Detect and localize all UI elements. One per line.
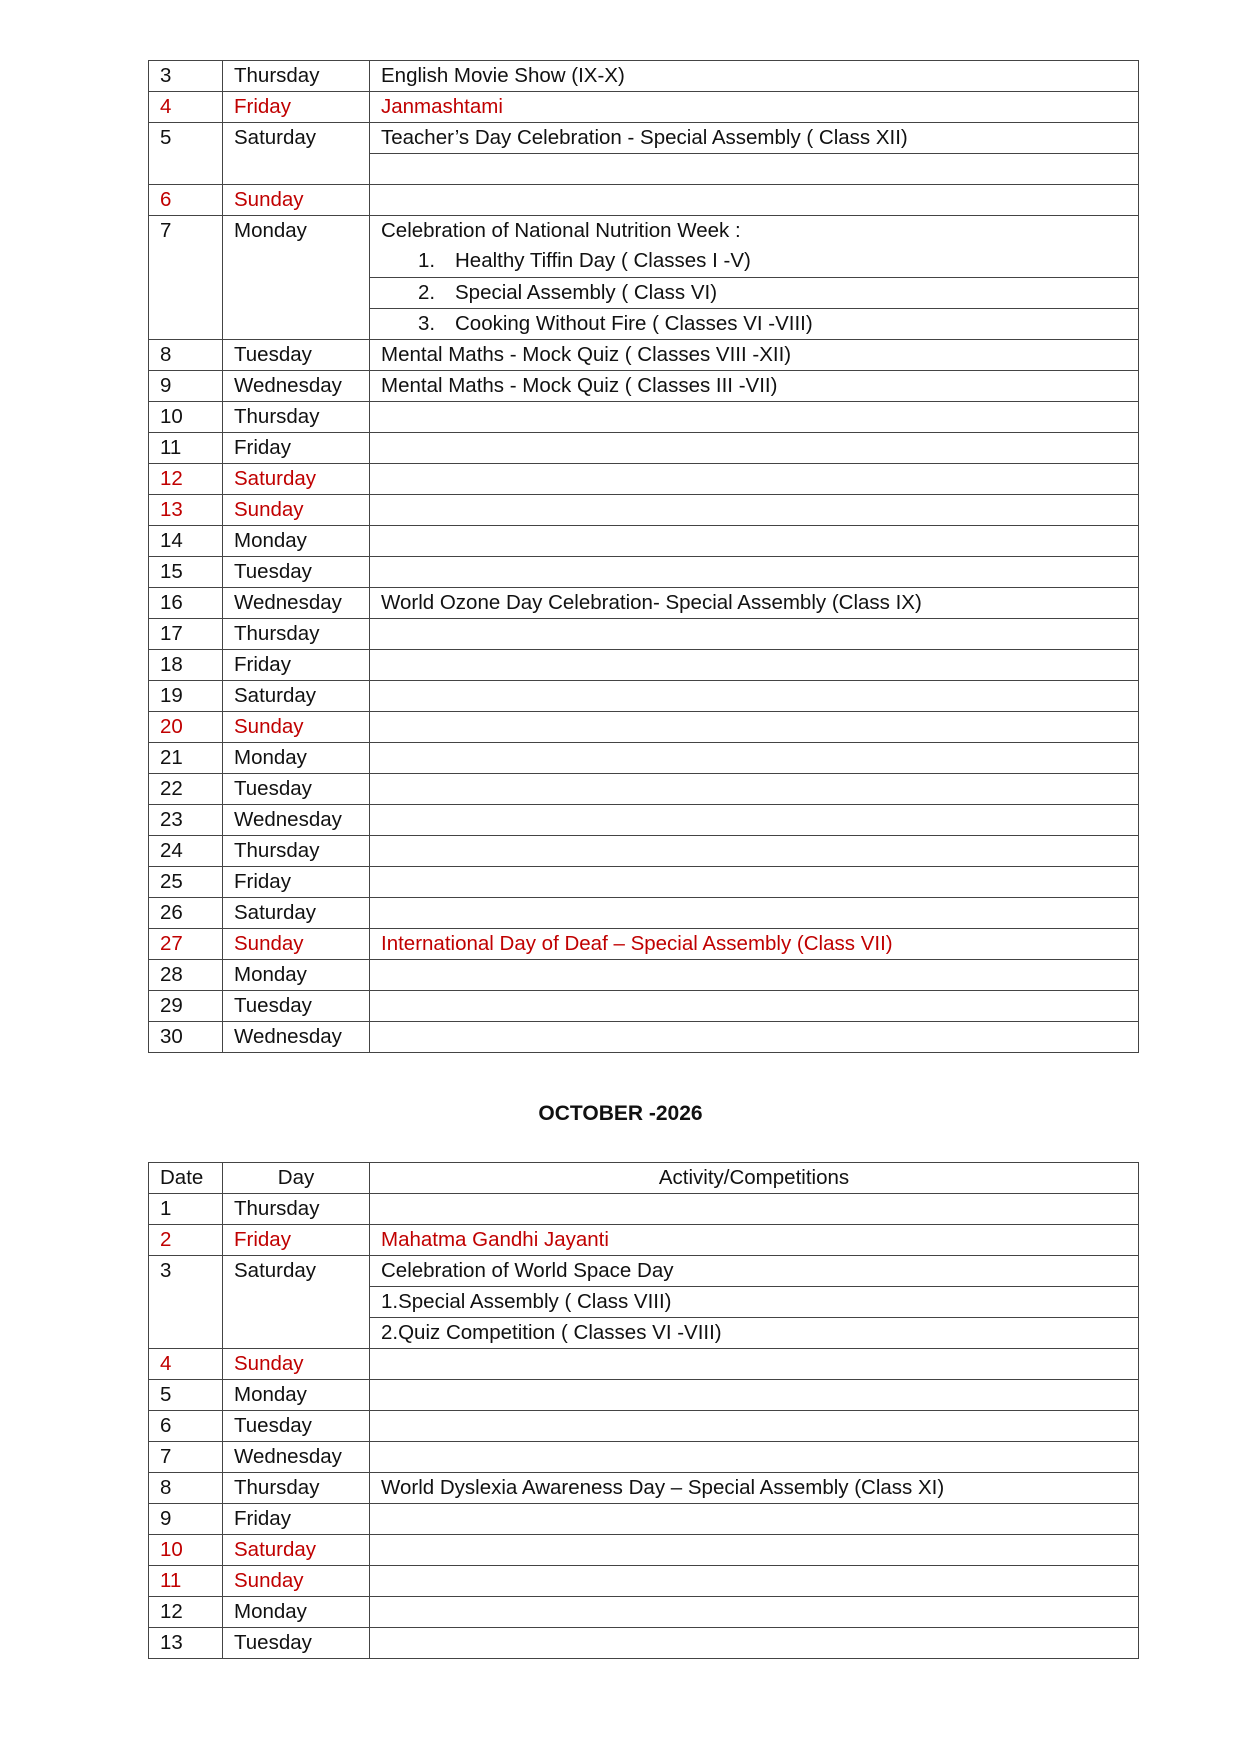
- day-cell: Tuesday: [223, 1411, 370, 1442]
- day-cell: Monday: [223, 1380, 370, 1411]
- date-cell: 9: [149, 371, 223, 402]
- activity-list-item: [370, 309, 1139, 340]
- table-row: [149, 526, 1139, 557]
- day-cell: Friday: [223, 92, 370, 123]
- activity-cell: [370, 650, 1139, 681]
- date-cell: 22: [149, 774, 223, 805]
- table-row: [149, 495, 1139, 526]
- day-cell: Friday: [223, 650, 370, 681]
- table-header-row: [149, 1163, 1139, 1194]
- date-cell: 15: [149, 557, 223, 588]
- activity-cell: [370, 464, 1139, 495]
- september-table-body: [149, 61, 1139, 1053]
- activity-list-item: [381, 246, 1138, 276]
- october-section-title: OCTOBER -2026: [538, 1102, 703, 1125]
- day-cell: Saturday: [223, 123, 370, 185]
- table-row: [149, 1535, 1139, 1566]
- day-cell: Monday: [223, 743, 370, 774]
- day-cell: Saturday: [223, 464, 370, 495]
- table-row: [149, 1194, 1139, 1225]
- activity-cell: [370, 867, 1139, 898]
- day-cell: Thursday: [223, 61, 370, 92]
- day-cell: Sunday: [223, 1349, 370, 1380]
- activity-cell: [370, 1380, 1139, 1411]
- date-cell: 10: [149, 1535, 223, 1566]
- activity-cell: [370, 1504, 1139, 1535]
- day-cell: Friday: [223, 1504, 370, 1535]
- table-row: [149, 402, 1139, 433]
- table-row: [149, 991, 1139, 1022]
- table-row: [149, 929, 1139, 960]
- table-row: [149, 185, 1139, 216]
- date-cell: 30: [149, 1022, 223, 1053]
- date-cell: 11: [149, 1566, 223, 1597]
- date-cell: 3: [149, 1256, 223, 1349]
- day-cell: Wednesday: [223, 805, 370, 836]
- activity-cell: [370, 1442, 1139, 1473]
- table-row: [149, 92, 1139, 123]
- table-row: [149, 1504, 1139, 1535]
- day-cell: Sunday: [223, 495, 370, 526]
- activity-cell: Mahatma Gandhi Jayanti: [370, 1225, 1139, 1256]
- date-cell: 24: [149, 836, 223, 867]
- activity-cell: Teacher’s Day Celebration - Special Assembly ( Class XII): [370, 123, 1139, 154]
- table-row: [149, 1256, 1139, 1287]
- table-row: [149, 681, 1139, 712]
- table-row: [149, 123, 1139, 154]
- day-cell: Wednesday: [223, 588, 370, 619]
- date-cell: 7: [149, 216, 223, 340]
- october-calendar-table: [148, 1162, 1139, 1659]
- date-cell: 25: [149, 867, 223, 898]
- activity-cell: [370, 681, 1139, 712]
- list-number: 1.: [418, 249, 436, 272]
- date-cell: 21: [149, 743, 223, 774]
- date-cell: 7: [149, 1442, 223, 1473]
- table-row: [149, 588, 1139, 619]
- date-cell: 9: [149, 1504, 223, 1535]
- table-row: [149, 1349, 1139, 1380]
- day-cell: Sunday: [223, 1566, 370, 1597]
- date-cell: 14: [149, 526, 223, 557]
- day-cell: Tuesday: [223, 557, 370, 588]
- activity-cell: [370, 1022, 1139, 1053]
- activity-cell: 2.Quiz Competition ( Classes VI -VIII): [370, 1318, 1139, 1349]
- table-row: [149, 960, 1139, 991]
- day-cell: Thursday: [223, 1194, 370, 1225]
- table-row: [149, 650, 1139, 681]
- date-cell: 4: [149, 92, 223, 123]
- header-activity: Activity/Competitions: [370, 1163, 1139, 1194]
- date-cell: 13: [149, 1628, 223, 1659]
- date-cell: 6: [149, 185, 223, 216]
- activity-cell: [370, 1194, 1139, 1225]
- activity-cell: [370, 1566, 1139, 1597]
- activity-cell: [370, 557, 1139, 588]
- day-cell: Tuesday: [223, 991, 370, 1022]
- day-cell: Monday: [223, 960, 370, 991]
- table-row: [149, 216, 1139, 278]
- activity-cell: [370, 1349, 1139, 1380]
- table-row: [149, 1442, 1139, 1473]
- header-date: Date: [149, 1163, 223, 1194]
- table-row: [149, 1473, 1139, 1504]
- activity-cell: World Ozone Day Celebration- Special Assembly (Class IX): [370, 588, 1139, 619]
- table-row: [149, 464, 1139, 495]
- day-cell: Wednesday: [223, 1442, 370, 1473]
- date-cell: 12: [149, 464, 223, 495]
- date-cell: 29: [149, 991, 223, 1022]
- activity-cell: International Day of Deaf – Special Assembly (Class VII): [370, 929, 1139, 960]
- activity-cell: [370, 1628, 1139, 1659]
- activity-cell: [370, 1535, 1139, 1566]
- table-row: [149, 898, 1139, 929]
- table-row: [149, 805, 1139, 836]
- day-cell: Wednesday: [223, 1022, 370, 1053]
- day-cell: Monday: [223, 1597, 370, 1628]
- day-cell: Friday: [223, 433, 370, 464]
- activity-cell: [370, 185, 1139, 216]
- activity-cell: Janmashtami: [370, 92, 1139, 123]
- table-row: [149, 619, 1139, 650]
- day-cell: Saturday: [223, 1535, 370, 1566]
- day-cell: Monday: [223, 526, 370, 557]
- date-cell: 18: [149, 650, 223, 681]
- table-row: [149, 371, 1139, 402]
- activity-cell: [370, 836, 1139, 867]
- table-row: [149, 1225, 1139, 1256]
- activity-list-item: [370, 278, 1139, 309]
- activity-cell: [370, 216, 1139, 278]
- september-calendar-table: [148, 60, 1139, 1053]
- table-row: [149, 340, 1139, 371]
- date-cell: 1: [149, 1194, 223, 1225]
- date-cell: 4: [149, 1349, 223, 1380]
- list-number: 2.: [418, 281, 436, 304]
- table-row: [149, 1380, 1139, 1411]
- activity-cell: [370, 402, 1139, 433]
- date-cell: 17: [149, 619, 223, 650]
- date-cell: 28: [149, 960, 223, 991]
- date-cell: 19: [149, 681, 223, 712]
- date-cell: 12: [149, 1597, 223, 1628]
- day-cell: Sunday: [223, 185, 370, 216]
- activity-cell: [370, 1597, 1139, 1628]
- activity-cell: Mental Maths - Mock Quiz ( Classes III -VII): [370, 371, 1139, 402]
- activity-cell: [370, 960, 1139, 991]
- list-number: 3.: [418, 312, 436, 335]
- day-cell: Thursday: [223, 619, 370, 650]
- list-text: Cooking Without Fire ( Classes VI -VIII): [455, 312, 813, 335]
- table-row: [149, 1597, 1139, 1628]
- activity-cell: [370, 898, 1139, 929]
- date-cell: 5: [149, 123, 223, 185]
- day-cell: Wednesday: [223, 371, 370, 402]
- activity-cell: Mental Maths - Mock Quiz ( Classes VIII -XII): [370, 340, 1139, 371]
- activity-cell: [370, 805, 1139, 836]
- day-cell: Sunday: [223, 929, 370, 960]
- activity-cell: [370, 743, 1139, 774]
- activity-cell: [370, 526, 1139, 557]
- date-cell: 8: [149, 340, 223, 371]
- table-row: [149, 743, 1139, 774]
- date-cell: 2: [149, 1225, 223, 1256]
- table-row: [149, 433, 1139, 464]
- day-cell: Tuesday: [223, 340, 370, 371]
- day-cell: Thursday: [223, 836, 370, 867]
- table-row: [149, 1628, 1139, 1659]
- day-cell: Thursday: [223, 1473, 370, 1504]
- date-cell: 27: [149, 929, 223, 960]
- date-cell: 20: [149, 712, 223, 743]
- date-cell: 23: [149, 805, 223, 836]
- activity-cell: [370, 712, 1139, 743]
- table-row: [149, 557, 1139, 588]
- activity-cell: [370, 774, 1139, 805]
- activity-cell: Celebration of World Space Day: [370, 1256, 1139, 1287]
- date-cell: 10: [149, 402, 223, 433]
- date-cell: 8: [149, 1473, 223, 1504]
- day-cell: Tuesday: [223, 774, 370, 805]
- activity-cell: English Movie Show (IX-X): [370, 61, 1139, 92]
- day-cell: Sunday: [223, 712, 370, 743]
- activity-heading: Celebration of National Nutrition Week :: [381, 219, 741, 242]
- activity-cell: [370, 1411, 1139, 1442]
- table-row: [149, 1022, 1139, 1053]
- list-text: Healthy Tiffin Day ( Classes I -V): [455, 249, 751, 272]
- table-row: [149, 61, 1139, 92]
- date-cell: 13: [149, 495, 223, 526]
- day-cell: Tuesday: [223, 1628, 370, 1659]
- day-cell: Monday: [223, 216, 370, 340]
- date-cell: 26: [149, 898, 223, 929]
- day-cell: Saturday: [223, 1256, 370, 1349]
- day-cell: Friday: [223, 867, 370, 898]
- date-cell: 3: [149, 61, 223, 92]
- date-cell: 16: [149, 588, 223, 619]
- table-row: [149, 1411, 1139, 1442]
- date-cell: 6: [149, 1411, 223, 1442]
- activity-cell: [370, 991, 1139, 1022]
- activity-cell: [370, 495, 1139, 526]
- day-cell: Saturday: [223, 681, 370, 712]
- table-row: [149, 774, 1139, 805]
- activity-cell: [370, 433, 1139, 464]
- table-row: [149, 1566, 1139, 1597]
- table-row: [149, 836, 1139, 867]
- activity-cell: [370, 154, 1139, 185]
- day-cell: Friday: [223, 1225, 370, 1256]
- activity-cell: World Dyslexia Awareness Day – Special Assembly (Class XI): [370, 1473, 1139, 1504]
- october-table-body: [149, 1194, 1139, 1659]
- activity-cell: [370, 619, 1139, 650]
- date-cell: 11: [149, 433, 223, 464]
- table-row: [149, 867, 1139, 898]
- list-text: Special Assembly ( Class VI): [455, 281, 718, 304]
- day-cell: Thursday: [223, 402, 370, 433]
- activity-cell: 1.Special Assembly ( Class VIII): [370, 1287, 1139, 1318]
- day-cell: Saturday: [223, 898, 370, 929]
- header-day: Day: [223, 1163, 370, 1194]
- date-cell: 5: [149, 1380, 223, 1411]
- table-row: [149, 712, 1139, 743]
